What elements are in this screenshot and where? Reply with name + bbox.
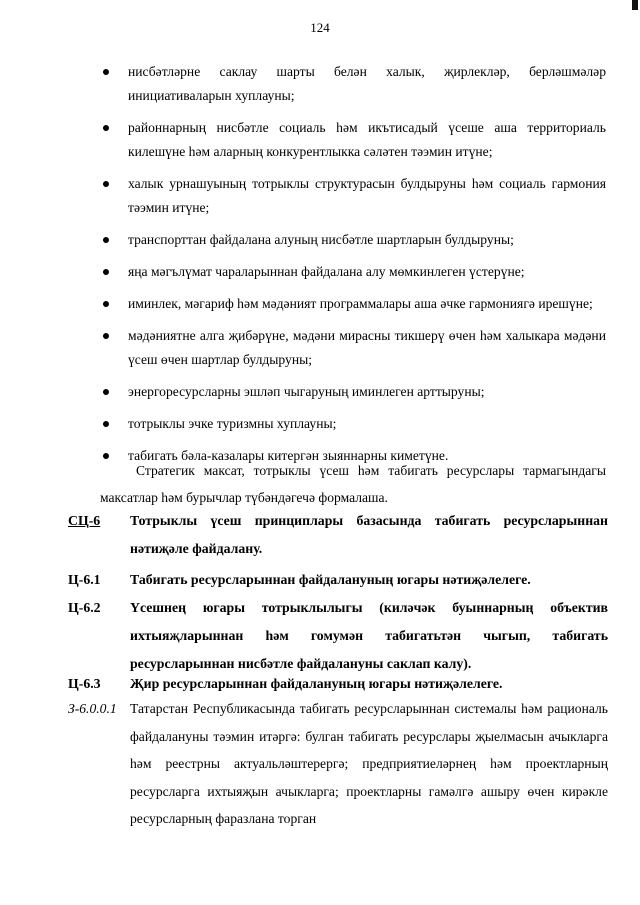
goal-text: Җир ресурсларыннан файдалануның югары нәтиҗәлелеге. <box>130 676 503 691</box>
list-item <box>100 172 606 220</box>
body-paragraph: Стратегик максат, тотрыклы үсеш һәм табигать ресурслары тармагындагы максатлар һәм бурычлар түбәндәгечә формалаша. <box>100 463 606 505</box>
bullet-icon <box>103 181 109 187</box>
bullet-icon <box>103 389 109 395</box>
page-number: 124 <box>310 20 330 35</box>
measure-text: Татарстан Республикасында табигать ресурсларыннан системалы һәм рациональ файдалануны тәэмин итәргә: булган табигать ресурслары җыелмасын ачыкларга һәм реестрны актуальләштерергә; предприятиеләрнең һәм проектларның ресурсларга ихтыяҗын ачыкларга; проектларны гамәлгә ашыру өчен кирәкле ресурсларның фаразлана торган <box>130 701 608 826</box>
list-item-text: яңа мәгълүмат чараларыннан файдалана алу мөмкинлеген үстерүне; <box>128 264 525 279</box>
goal-code: Ц-6.1 <box>68 572 101 587</box>
scan-corner-mark <box>632 0 638 10</box>
list-item <box>100 380 606 404</box>
goal-item <box>68 670 608 698</box>
goal-code: Ц-6.3 <box>68 676 101 691</box>
list-item <box>100 260 606 284</box>
list-item-text: транспорттан файдалана алуның нисбәтле шартларын булдыруны; <box>128 232 514 247</box>
list-item-text: районнарның нисбәтле социаль һәм икътисадый үсеше аша территориаль килешүне һәм аларның конкурентлыкка сәләтен тәэмин итүне; <box>128 120 606 159</box>
list-item <box>100 228 606 252</box>
goal-code: СЦ-6 <box>68 513 101 528</box>
bullet-icon <box>103 421 109 427</box>
bullet-icon <box>103 301 109 307</box>
goal-text: Тотрыклы үсеш принциплары базасында табигать ресурсларыннан нәтиҗәле файдалану. <box>130 513 608 556</box>
goal-code: Ц-6.2 <box>68 600 101 615</box>
bullet-icon <box>103 333 109 339</box>
list-item <box>100 412 606 436</box>
goal-text: Табигать ресурсларыннан файдалануның югары нәтиҗәлелеге. <box>130 572 531 587</box>
bullet-icon <box>103 269 109 275</box>
bullet-icon <box>103 69 109 75</box>
list-item-text: энергоресурсларны эшләп чыгаруның иминлеген арттыруны; <box>128 384 485 399</box>
list-item <box>100 60 606 108</box>
list-item-text: табигать бәла-казалары китергән зыяннарны киметүне. <box>128 448 449 463</box>
list-item <box>100 324 606 372</box>
bullet-icon <box>103 237 109 243</box>
list-item <box>100 116 606 164</box>
goal-item <box>68 566 608 594</box>
list-item-text: халык урнашуының тотрыклы структурасын булдыруны һәм социаль гармония тәэмин итүне; <box>128 176 606 215</box>
list-item-text: иминлек, мәгариф һәм мәдәният программалары аша әчке гармониягә ирешүне; <box>128 296 593 311</box>
bullet-list <box>100 60 606 476</box>
list-item-text: мәдәниятне алга җибәрүне, мәдәни мирасны тикшерү өчен һәм халыкара мәдәни үсеш өчен шартлар булдыруны; <box>128 328 606 367</box>
measure-item <box>68 695 608 833</box>
list-item-text: тотрыклы эчке туризмны хуплауны; <box>128 416 337 431</box>
strategic-goal <box>68 507 608 563</box>
goal-text: Үсешнең югары тотрыклылыгы (киләчәк буыннарның объектив ихтыяҗларыннан һәм гомумән табигатьтән чыгып, табигать ресурсларыннан нисбәтле файдалануны саклап калу). <box>130 600 608 671</box>
bullet-icon <box>103 125 109 131</box>
goal-item <box>68 594 608 678</box>
list-item <box>100 292 606 316</box>
measure-code: З-6.0.0.1 <box>68 701 117 716</box>
list-item-text: нисбәтләрне саклау шарты белән халык, җирлекләр, берләшмәләр инициативаларын хуплауны; <box>128 64 606 103</box>
